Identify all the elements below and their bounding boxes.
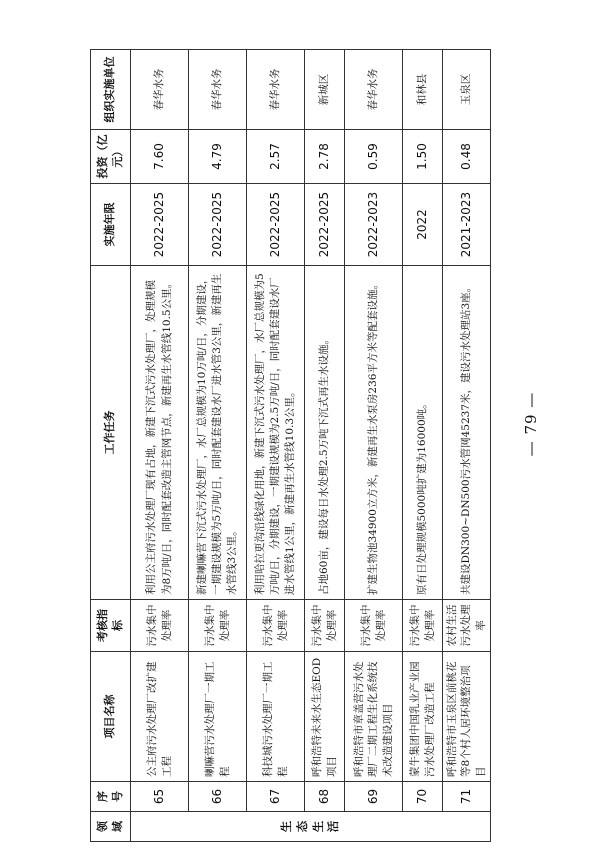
rotated-table-container bbox=[90, 50, 490, 842]
row-content: 原有日处理规模5000吨扩建为16000吨。 bbox=[403, 266, 443, 600]
row-no: 67 bbox=[247, 782, 305, 812]
row-no: 69 bbox=[345, 782, 403, 812]
table-row bbox=[189, 50, 247, 842]
header-period: 实施年限 bbox=[91, 184, 131, 266]
row-content: 扩建生物池34900立方米，新建再生水泵房236平方米等配套设施。 bbox=[345, 266, 403, 600]
row-invest: 2.78 bbox=[305, 130, 345, 184]
row-invest: 4.79 bbox=[189, 130, 247, 184]
row-content: 利用公主府污水处理厂现有占地，新建下沉式污水处理厂，处理规模为8万吨/日，同时配套改造主管网节点，新建再生水管线10.5公里。 bbox=[131, 266, 189, 600]
header-content: 工作任务 bbox=[91, 266, 131, 600]
row-invest: 2.57 bbox=[247, 130, 305, 184]
row-period: 2022-2023 bbox=[345, 184, 403, 266]
row-invest: 0.59 bbox=[345, 130, 403, 184]
page-number: — 79 — bbox=[522, 391, 540, 457]
row-content: 新建喇嘛营下沉式污水处理厂，水厂总规模为10万吨/日，分期建设，一期建设规模为5万吨/日，同时配套建设水厂进水管3公里，新建再生水管线3公里。 bbox=[189, 266, 247, 600]
row-indicator: 污水集中处理率 bbox=[403, 600, 443, 652]
row-unit: 春华水务 bbox=[189, 50, 247, 130]
row-indicator: 污水集中处理率 bbox=[247, 600, 305, 652]
header-row bbox=[91, 50, 131, 842]
row-unit: 春华水务 bbox=[345, 50, 403, 130]
row-name: 科技城污水处理厂一期工程 bbox=[247, 652, 305, 782]
row-indicator: 污水集中处理率 bbox=[305, 600, 345, 652]
row-unit: 春华水务 bbox=[247, 50, 305, 130]
row-invest: 1.50 bbox=[403, 130, 443, 184]
row-unit: 春华水务 bbox=[131, 50, 189, 130]
row-unit: 和林县 bbox=[403, 50, 443, 130]
row-no: 70 bbox=[403, 782, 443, 812]
header-name: 项目名称 bbox=[91, 652, 131, 782]
row-invest: 0.48 bbox=[443, 130, 491, 184]
row-indicator: 农村生活污水处理率 bbox=[443, 600, 491, 652]
row-unit: 玉泉区 bbox=[443, 50, 491, 130]
row-period: 2022-2025 bbox=[247, 184, 305, 266]
header-field: 领域 bbox=[91, 812, 131, 842]
project-table bbox=[90, 49, 491, 842]
row-no: 65 bbox=[131, 782, 189, 812]
row-period: 2021-2023 bbox=[443, 184, 491, 266]
row-no: 71 bbox=[443, 782, 491, 812]
header-indicator: 考核指标 bbox=[91, 600, 131, 652]
row-name: 公主府污水处理厂改扩建工程 bbox=[131, 652, 189, 782]
row-no: 68 bbox=[305, 782, 345, 812]
row-indicator: 污水集中处理率 bbox=[189, 600, 247, 652]
field-cell: 生态生活 bbox=[131, 812, 491, 842]
header-unit: 组织实施单位 bbox=[91, 50, 131, 130]
table-row bbox=[443, 50, 491, 842]
table-row bbox=[305, 50, 345, 842]
row-period: 2022-2025 bbox=[305, 184, 345, 266]
row-content: 占地60亩，建设每日水处理2.5万吨下沉式再生水设施。 bbox=[305, 266, 345, 600]
row-name: 呼和浩特市玉泉区前桃花等8个村人居环境整治项目 bbox=[443, 652, 491, 782]
row-period: 2022-2025 bbox=[189, 184, 247, 266]
row-content: 共建设DN300~DN500污水管网45237米，建设污水处理站3座。 bbox=[443, 266, 491, 600]
row-period: 2022-2025 bbox=[131, 184, 189, 266]
table-row bbox=[131, 50, 189, 842]
header-invest: 投资（亿元） bbox=[91, 130, 131, 184]
row-name: 呼和浩特未来水生态EOD项目 bbox=[305, 652, 345, 782]
row-content: 利用哈拉更沟沿线绿化用地，新建下沉式污水处理厂，水厂总规模为5万吨/日，分期建设，一期建设规模为2.5万吨/日，同时配套建设水厂进水管线1公里，新建再生水管线10.3公里。 bbox=[247, 266, 305, 600]
row-name: 蒙牛集团中国乳业产业园污水处理厂改造工程 bbox=[403, 652, 443, 782]
table-row bbox=[247, 50, 305, 842]
row-no: 66 bbox=[189, 782, 247, 812]
table-row bbox=[345, 50, 403, 842]
row-indicator: 污水集中处理率 bbox=[131, 600, 189, 652]
row-name: 呼和浩特市章盖营污水处理厂二期工程生化系统技术改造建设项目 bbox=[345, 652, 403, 782]
row-indicator: 污水集中处理率 bbox=[345, 600, 403, 652]
row-period: 2022 bbox=[403, 184, 443, 266]
row-invest: 7.60 bbox=[131, 130, 189, 184]
table-row bbox=[403, 50, 443, 842]
row-name: 喇嘛营污水处理厂一期工程 bbox=[189, 652, 247, 782]
row-unit: 新城区 bbox=[305, 50, 345, 130]
header-no: 序号 bbox=[91, 782, 131, 812]
